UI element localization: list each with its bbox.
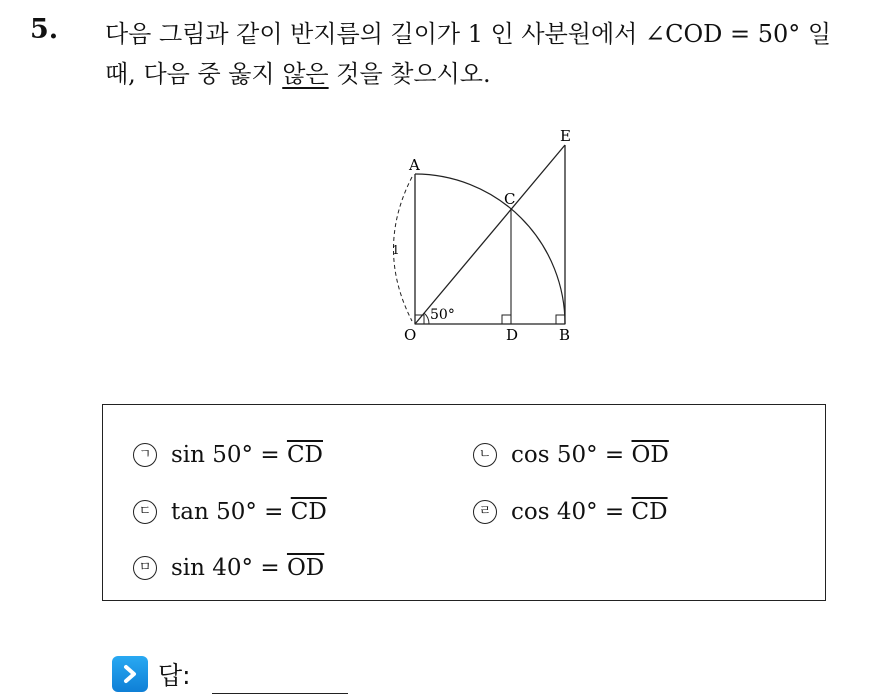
- choice-segment: $\overline{CD}$: [631, 499, 668, 525]
- choice-segment: $\overline{CD}$: [286, 442, 323, 468]
- choice-marker: ㄹ: [473, 500, 497, 524]
- choice-segment: $\overline{OD}$: [286, 555, 325, 581]
- choice-expression: sin 40° =: [171, 555, 280, 581]
- choice-1[interactable]: [133, 442, 323, 468]
- question-text: [105, 14, 875, 94]
- label-A: A: [409, 156, 420, 174]
- chevron-right-icon: [112, 656, 148, 692]
- choice-2[interactable]: [473, 442, 669, 468]
- quarter-arc: [415, 174, 565, 324]
- underlined-word: 않은: [282, 60, 329, 88]
- label-E: E: [560, 127, 571, 145]
- right-angle-D: [502, 315, 511, 324]
- choice-segment: $\overline{CD}$: [290, 499, 327, 525]
- label-C: C: [504, 190, 516, 208]
- label-angle: 50°: [430, 307, 455, 323]
- answer-input-line[interactable]: [212, 693, 348, 694]
- label-D: D: [506, 326, 519, 344]
- question-line-1: 다음 그림과 같이 반지름의 길이가 1 인 사분원에서 ∠COD = 50° 일: [105, 20, 832, 48]
- label-radius: 1: [392, 243, 400, 257]
- label-B: B: [559, 326, 571, 344]
- choice-5[interactable]: [133, 555, 324, 581]
- choice-expression: tan 50° =: [171, 499, 284, 525]
- choice-expression: cos 50° =: [511, 442, 625, 468]
- choice-segment: $\overline{OD}$: [631, 442, 669, 468]
- choice-marker: ㄴ: [473, 443, 497, 467]
- choice-expression: cos 40° =: [511, 499, 625, 525]
- choice-marker: ㄱ: [133, 443, 157, 467]
- quarter-circle-figure: [380, 124, 600, 354]
- choice-3[interactable]: [133, 499, 327, 525]
- answer-label: 답:: [158, 661, 191, 690]
- question-line-2: 때, 다음 중 옳지 않은 것을 찾으시오.: [105, 60, 491, 88]
- choice-4[interactable]: [473, 499, 668, 525]
- choice-marker: ㅁ: [133, 556, 157, 580]
- choice-marker: ㄷ: [133, 500, 157, 524]
- answer-row: [112, 656, 191, 692]
- choice-expression: sin 50° =: [171, 442, 280, 468]
- label-O: O: [404, 326, 417, 344]
- angle-arc: [424, 313, 429, 324]
- question-number: 5.: [30, 14, 59, 45]
- right-angle-B: [556, 315, 565, 324]
- segment-OE: [415, 145, 565, 324]
- choices-box: [102, 404, 826, 601]
